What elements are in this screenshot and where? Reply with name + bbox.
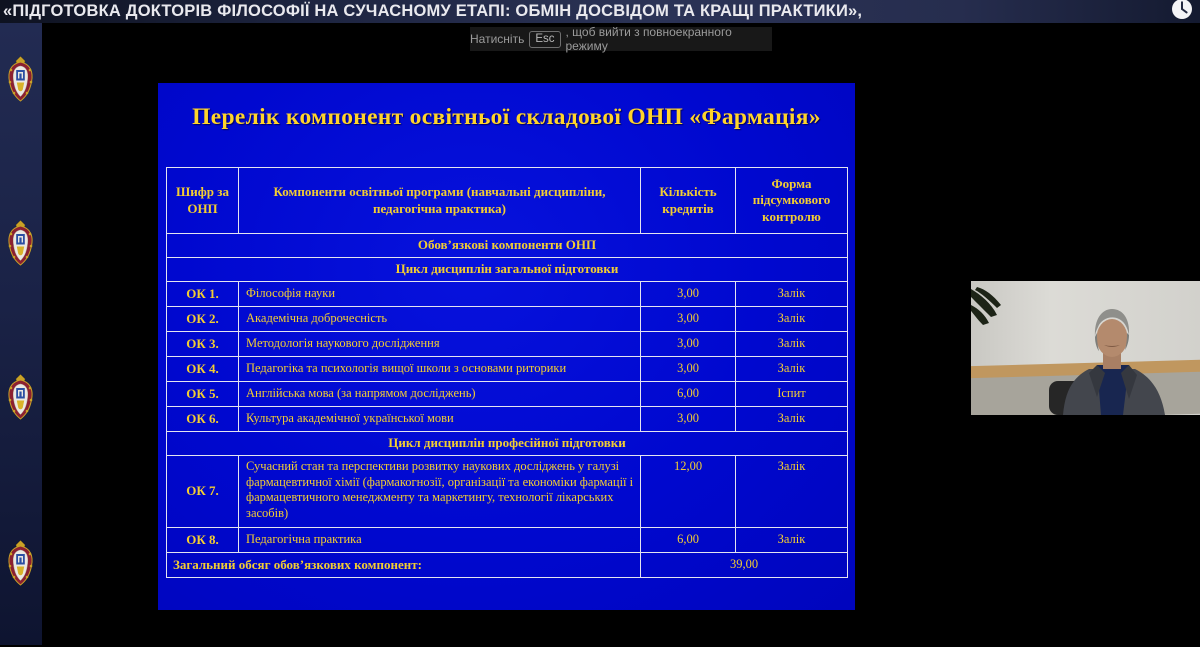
total-label: Загальний обсяг обов’язкових компонент:: [167, 553, 641, 578]
university-crest-icon: [7, 56, 34, 103]
table-body: [167, 234, 848, 578]
course-name: Педагогіка та психологія вищої школи з основами риторики: [239, 357, 641, 382]
course-control-form: Залік: [736, 357, 848, 382]
section-row: [167, 432, 848, 456]
course-control-form: Залік: [736, 407, 848, 432]
course-control-form: Іспит: [736, 382, 848, 407]
course-row: [167, 282, 848, 307]
course-row: [167, 456, 848, 528]
sidebar-strip: [0, 23, 42, 647]
course-code: ОК 1.: [167, 282, 239, 307]
col-header-form: Форма підсумкового контролю: [736, 168, 848, 234]
course-credits: 3,00: [641, 307, 736, 332]
components-table: [166, 167, 848, 578]
video-title-bar: [0, 0, 1200, 23]
slide-title: Перелік компонент освітньої складової ОНП «Фармація»: [192, 104, 821, 130]
course-code: ОК 3.: [167, 332, 239, 357]
course-control-form: Залік: [736, 332, 848, 357]
course-row: [167, 332, 848, 357]
course-name: Англійська мова (за напрямом досліджень): [239, 382, 641, 407]
course-code: ОК 5.: [167, 382, 239, 407]
section-row: [167, 234, 848, 258]
section-label: Цикл дисциплін загальної підготовки: [167, 258, 848, 282]
course-name: Філософія науки: [239, 282, 641, 307]
course-row: [167, 357, 848, 382]
course-code: ОК 8.: [167, 528, 239, 553]
course-name: Культура академічної української мови: [239, 407, 641, 432]
course-row: [167, 307, 848, 332]
university-crest-icon: [7, 220, 34, 267]
speaker-webcam-video: [971, 281, 1200, 415]
watch-later-clock-icon[interactable]: [1170, 0, 1194, 21]
course-name: Сучасний стан та перспективи розвитку наукових досліджень у галузі фармацевтичної хімії (фармакогнозії, організації та економіки фармації і фармацевтичного менеджменту та маркетингу, технології лікарських засобів): [239, 456, 641, 528]
video-title[interactable]: «ПІДГОТОВКА ДОКТОРІВ ФІЛОСОФІЇ НА СУЧАСНОМУ ЕТАПІ: ОБМІН ДОСВІДОМ ТА КРАЩІ ПРАКТИКИ»,: [3, 2, 863, 20]
course-credits: 3,00: [641, 282, 736, 307]
course-credits: 6,00: [641, 528, 736, 553]
speaker-scene: [971, 281, 1200, 415]
section-label: Обов’язкові компоненти ОНП: [167, 234, 848, 258]
course-credits: 3,00: [641, 332, 736, 357]
fullscreen-exit-toast: [470, 27, 772, 51]
course-control-form: Залік: [736, 456, 848, 528]
course-control-form: Залік: [736, 528, 848, 553]
course-code: ОК 4.: [167, 357, 239, 382]
course-code: ОК 2.: [167, 307, 239, 332]
presentation-slide: [158, 83, 855, 610]
university-crest-icon: [7, 540, 34, 587]
toast-prefix: Натисніть: [470, 32, 525, 46]
course-credits: 3,00: [641, 357, 736, 382]
col-header-credits: Кількість кредитів: [641, 168, 736, 234]
course-credits: 12,00: [641, 456, 736, 528]
section-row: [167, 258, 848, 282]
course-name: Методологія наукового дослідження: [239, 332, 641, 357]
total-row: [167, 553, 848, 578]
course-control-form: Залік: [736, 282, 848, 307]
course-row: [167, 382, 848, 407]
course-code: ОК 6.: [167, 407, 239, 432]
section-label: Цикл дисциплін професійної підготовки: [167, 432, 848, 456]
course-control-form: Залік: [736, 307, 848, 332]
course-credits: 3,00: [641, 407, 736, 432]
course-name: Академічна доброчесність: [239, 307, 641, 332]
col-header-name: Компоненти освітньої програми (навчальні дисципліни, педагогічна практика): [239, 168, 641, 234]
course-credits: 6,00: [641, 382, 736, 407]
table-header-row: [167, 168, 848, 234]
total-value: 39,00: [641, 553, 848, 578]
course-code: ОК 7.: [167, 456, 239, 528]
course-row: [167, 528, 848, 553]
course-row: [167, 407, 848, 432]
col-header-code: Шифр за ОНП: [167, 168, 239, 234]
esc-key-badge: Esc: [529, 31, 560, 48]
course-name: Педагогічна практика: [239, 528, 641, 553]
toast-suffix: , щоб вийти з повноекранного режиму: [565, 25, 732, 53]
university-crest-icon: [7, 374, 34, 421]
